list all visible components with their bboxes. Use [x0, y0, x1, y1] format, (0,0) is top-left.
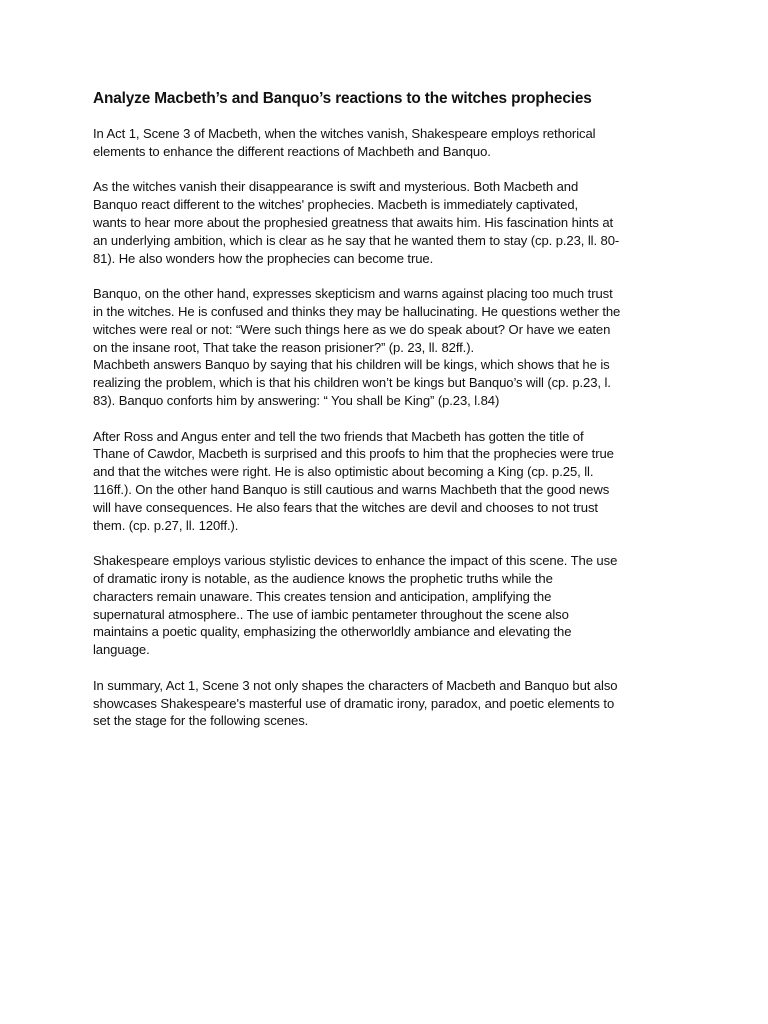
- paragraph-line: an underlying ambition, which is clear as he say that he wanted them to stay (cp. p.23, ll. 80-: [93, 232, 620, 248]
- paragraph-line: elements to enhance the different reactions of Machbeth and Banquo.: [93, 143, 491, 159]
- paragraph-line: set the stage for the following scenes.: [93, 713, 309, 729]
- paragraph-line: 83). Banquo conforts him by answering: “ You shall be King” (p.23, l.84): [93, 392, 500, 408]
- paragraph: [93, 125, 678, 161]
- paragraph-line: Thane of Cawdor, Macbeth is surprised and this proofs to him that the prophecies were true: [93, 446, 614, 462]
- paragraph-line: Shakespeare employs various stylistic devices to enhance the impact of this scene. The use: [93, 553, 618, 569]
- paragraph-line: Banquo, on the other hand, expresses skepticism and warns against placing too much trust: [93, 286, 613, 302]
- paragraph-line: language.: [93, 642, 150, 658]
- paragraph-line: In Act 1, Scene 3 of Macbeth, when the witches vanish, Shakespeare employs rethorical: [93, 126, 596, 141]
- paragraph-line: maintains a poetic quality, emphasizing the otherworldly ambiance and elevating the: [93, 624, 572, 640]
- paragraph-line: on the insane root, That take the reason prisioner?” (p. 23, ll. 82ff.).: [93, 339, 474, 355]
- paragraph: [93, 285, 678, 410]
- paragraph-line: After Ross and Angus enter and tell the two friends that Macbeth has gotten the title of: [93, 428, 584, 444]
- paragraph-line: and that the witches were right. He is also optimistic about becoming a King (cp. p.25, ll.: [93, 464, 594, 480]
- paragraph-line: realizing the problem, which is that his children won’t be kings but Banquo’s will (cp. p.23, l.: [93, 375, 611, 391]
- paragraph: [93, 552, 678, 659]
- document-body: [93, 88, 678, 748]
- paragraph-line: showcases Shakespeare's masterful use of dramatic irony, paradox, and poetic elements to: [93, 695, 615, 711]
- paragraph-line: will have consequences. He also fears that the witches are devil and chooses to not trust: [93, 499, 598, 515]
- paragraph-list: [93, 125, 678, 730]
- paragraph-line: in the witches. He is confused and thinks they may be hallucinating. He questions wether the: [93, 303, 621, 319]
- paragraph-line: supernatural atmosphere.. The use of iambic pentameter throughout the scene also: [93, 606, 569, 622]
- document-title: Analyze Macbeth’s and Banquo’s reactions to the witches prophecies: [93, 90, 592, 107]
- paragraph-line: wants to hear more about the prophesied greatness that awaits him. His fascination hints at: [93, 214, 614, 230]
- paragraph-line: 81). He also wonders how the prophecies can become true.: [93, 250, 434, 266]
- paragraph-line: Banquo react different to the witches' prophecies. Macbeth is immediately captivated,: [93, 197, 579, 213]
- paragraph-line: witches were real or not: “Were such things here as we do speak about? Or have we eaten: [93, 321, 611, 337]
- paragraph-line: Machbeth answers Banquo by saying that his children will be kings, which shows that he is: [93, 357, 610, 373]
- paragraph-line: characters remain unaware. This creates tension and anticipation, amplifying the: [93, 588, 552, 604]
- paragraph-line: As the witches vanish their disappearance is swift and mysterious. Both Macbeth and: [93, 179, 579, 195]
- paragraph-line: In summary, Act 1, Scene 3 not only shapes the characters of Macbeth and Banquo but also: [93, 677, 618, 693]
- paragraph: [93, 428, 678, 535]
- paragraph: [93, 677, 678, 730]
- paragraph-line: them. (cp. p.27, ll. 120ff.).: [93, 517, 239, 533]
- paragraph: [93, 178, 678, 267]
- paragraph-line: 116ff.). On the other hand Banquo is still cautious and warns Machbeth that the good news: [93, 481, 610, 497]
- paragraph-line: of dramatic irony is notable, as the audience knows the prophetic truths while the: [93, 570, 553, 586]
